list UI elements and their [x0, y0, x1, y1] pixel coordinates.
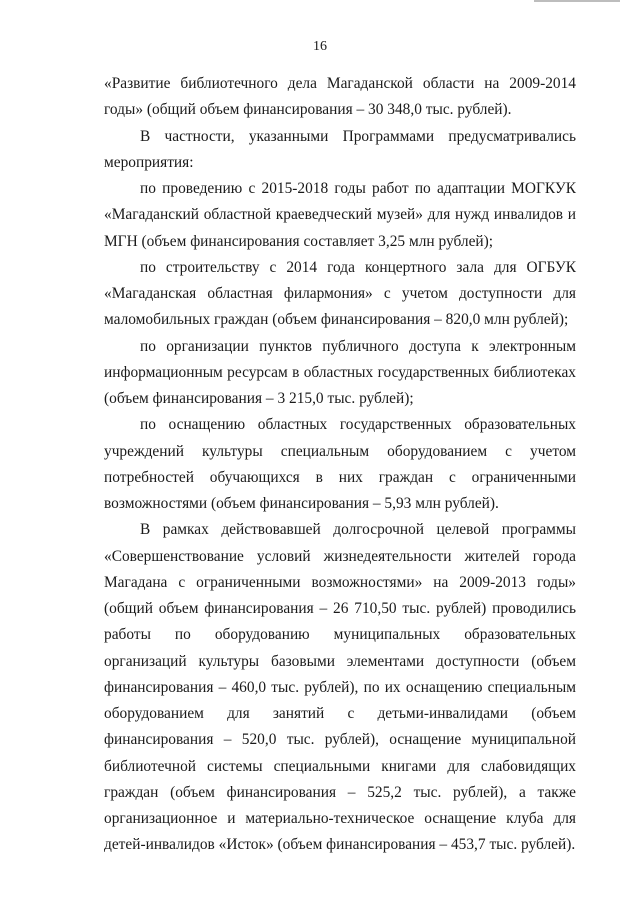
paragraph-museum-adaptation: по проведению с 2015-2018 годы работ по адаптации МОГКУК «Магаданский областной краеведческий музей» для нужд инвалидов и МГН (объем финансирования составляет 3,25 млн рублей); — [104, 180, 576, 250]
scan-edge-mark — [534, 0, 620, 2]
document-body — [104, 71, 576, 859]
page-number: 16 — [313, 39, 327, 54]
paragraph-special-equipment: по оснащению областных государственных образовательных учреждений культуры специальным оборудованием с учетом потребностей обучающихся в них граждан с ограниченными возможностями (объем финансирования – 5,93 млн рублей). — [104, 416, 576, 512]
paragraph-public-access-points: по организации пунктов публичного доступа к электронным информационным ресурсам в областных государственных библиотеках (объем финансирования – 3 215,0 тыс. рублей); — [104, 337, 576, 407]
paragraph-concert-hall: по строительству с 2014 года концертного зала для ОГБУК «Магаданская областная филармония» с учетом доступности для маломобильных граждан (объем финансирования – 820,0 млн рублей); — [104, 258, 576, 329]
paragraph-measures-intro: В частности, указанными Программами предусматривались мероприятия: — [104, 127, 576, 171]
paragraph-program-continuation: «Развитие библиотечного дела Магаданской области на 2009-2014 годы» (общий объем финансирования – 30 348,0 тыс. рублей). — [104, 75, 576, 119]
paragraph-magadan-program: В рамках действовавшей долгосрочной целевой программы «Совершенствование условий жизнедеятельности жителей города Магадана с ограниченными возможностями» на 2009-2013 годы» (общий объем финансирования – 26 710,50 тыс. рублей) проводились работы по оборудованию муниципальных образовательных организаций культуры базовыми элементами доступности (объем финансирования – 460,0 тыс. рублей), по их оснащению специальным оборудованием для занятий с детьми-инвалидами (объем финансирования – 520,0 тыс. рублей), оснащение муниципальной библиотечной системы специальными книгами для слабовидящих граждан (объем финансирования – 525,2 тыс. рублей), а также организационное и материально-техническое оснащение клуба для детей-инвалидов «Исток» (объем финансирования – 453,7 тыс. рублей). — [104, 521, 576, 854]
